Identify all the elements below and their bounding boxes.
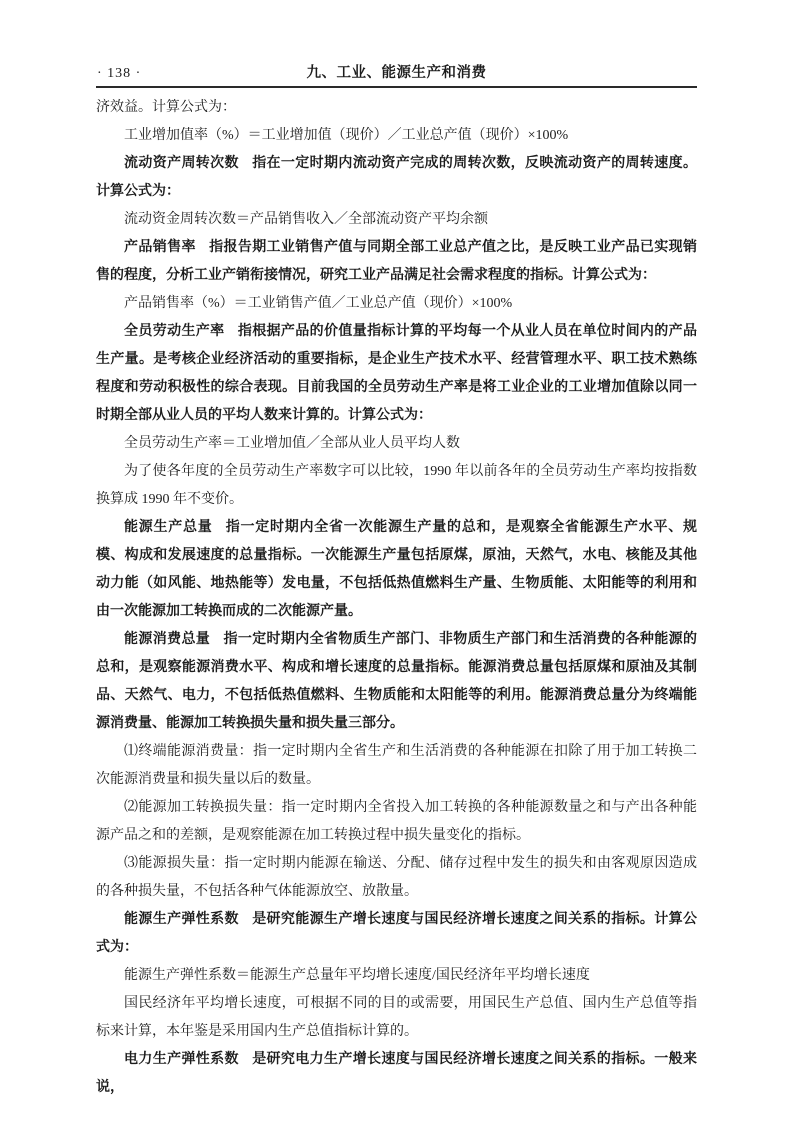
term-label: 产品销售率 <box>124 240 196 255</box>
paragraph <box>96 150 697 206</box>
paragraph-text: 指根据产品的价值量指标计算的平均每一个从业人员在单位时间内的产品生产量。是考核企业经济活动的重要指标，是企业生产技术水平、经营管理水平、职工技术熟练程度和劳动积极性的综合表现。目前我国的全员劳动生产率是将工业企业的工业增加值除以同一时期全部从业人员的平均人数来计算的。计算公式为： <box>96 324 698 423</box>
paragraph-text: 指报告期工业销售产值与同期全部工业总产值之比，是反映工业产品已实现销售的程度，分析工业产销衔接情况，研究工业产品满足社会需求程度的指标。计算公式为： <box>96 240 698 283</box>
paragraph <box>96 430 697 458</box>
paragraph <box>96 234 697 290</box>
term-label: 能源生产总量 <box>124 520 213 535</box>
paragraph <box>96 290 697 318</box>
paragraph-text: ⑴终端能源消费量：指一定时期内全省生产和生活消费的各种能源在扣除了用于加工转换二次能源消费量和损失量以后的数量。 <box>96 744 697 787</box>
paragraph-text: 济效益。计算公式为： <box>96 100 236 115</box>
paragraph-text: 流动资金周转次数＝产品销售收入／全部流动资产平均余额 <box>124 212 488 227</box>
paragraph <box>96 626 697 738</box>
paragraph-text: ⑵能源加工转换损失量：指一定时期内全省投入加工转换的各种能源数量之和与产出各种能源产品之和的差额，是观察能源在加工转换过程中损失量变化的指标。 <box>96 800 697 843</box>
paragraph-text: 能源生产弹性系数＝能源生产总量年平均增长速度/国民经济年平均增长速度 <box>124 968 590 983</box>
paragraph-text: 国民经济年平均增长速度，可根据不同的目的或需要，用国民生产总值、国内生产总值等指标来计算，本年鉴是采用国内生产总值指标计算的。 <box>96 996 697 1039</box>
paragraph <box>96 122 697 150</box>
term-label: 能源生产弹性系数 <box>124 912 239 927</box>
page-header <box>96 62 697 88</box>
paragraph-text: 为了使各年度的全员劳动生产率数字可以比较，1990 年以前各年的全员劳动生产率均按指数换算成 1990 年不变价。 <box>96 464 697 507</box>
paragraph-text: 指一定时期内全省物质生产部门、非物质生产部门和生活消费的各种能源的总和，是观察能源消费水平、构成和增长速度的总量指标。能源消费总量包括原煤和原油及其制品、天然气、电力，不包括低热值燃料、生物质能和太阳能等的利用。能源消费总量分为终端能源消费量、能源加工转换损失量和损失量三部分。 <box>96 632 698 731</box>
chapter-header-title: 九、工业、能源生产和消费 <box>306 65 487 81</box>
paragraph <box>96 206 697 234</box>
paragraph <box>96 94 697 122</box>
paragraph <box>96 514 697 626</box>
paragraph-text: 指在一定时期内流动资产完成的周转次数，反映流动资产的周转速度。计算公式为： <box>96 156 698 199</box>
paragraph-text: 指一定时期内全省一次能源生产量的总和，是观察全省能源生产水平、规模、构成和发展速度的总量指标。一次能源生产量包括原煤，原油，天然气，水电、核能及其他动力能（如风能、地热能等）发电量，不包括低热值燃料生产量、生物质能、太阳能等的利用和由一次能源加工转换而成的二次能源产量。 <box>96 520 698 619</box>
paragraph <box>96 738 697 794</box>
paragraph <box>96 990 697 1046</box>
paragraph <box>96 318 697 430</box>
paragraph <box>96 794 697 850</box>
paragraph-text: 产品销售率（%）＝工业销售产值／工业总产值（现价）×100% <box>124 296 513 311</box>
paragraph <box>96 850 697 906</box>
paragraph <box>96 1046 697 1102</box>
paragraph <box>96 962 697 990</box>
document-body <box>96 94 697 1102</box>
page-number: · 138 · <box>97 66 142 81</box>
paragraph-text: 是研究电力生产增长速度与国民经济增长速度之间关系的指标。一般来说， <box>96 1052 698 1095</box>
paragraph-text: 工业增加值率（%）＝工业增加值（现价）／工业总产值（现价）×100% <box>124 128 569 143</box>
term-label: 电力生产弹性系数 <box>124 1052 239 1067</box>
paragraph-text: 是研究能源生产增长速度与国民经济增长速度之间关系的指标。计算公式为： <box>96 912 698 955</box>
paragraph <box>96 458 697 514</box>
paragraph <box>96 906 697 962</box>
term-label: 流动资产周转次数 <box>124 156 239 171</box>
paragraph-text: ⑶能源损失量：指一定时期内能源在输送、分配、储存过程中发生的损失和由客观原因造成的各种损失量，不包括各种气体能源放空、放散量。 <box>96 856 697 899</box>
paragraph-text: 全员劳动生产率＝工业增加值／全部从业人员平均人数 <box>124 436 460 451</box>
term-label: 能源消费总量 <box>124 632 211 647</box>
term-label: 全员劳动生产率 <box>124 324 225 339</box>
